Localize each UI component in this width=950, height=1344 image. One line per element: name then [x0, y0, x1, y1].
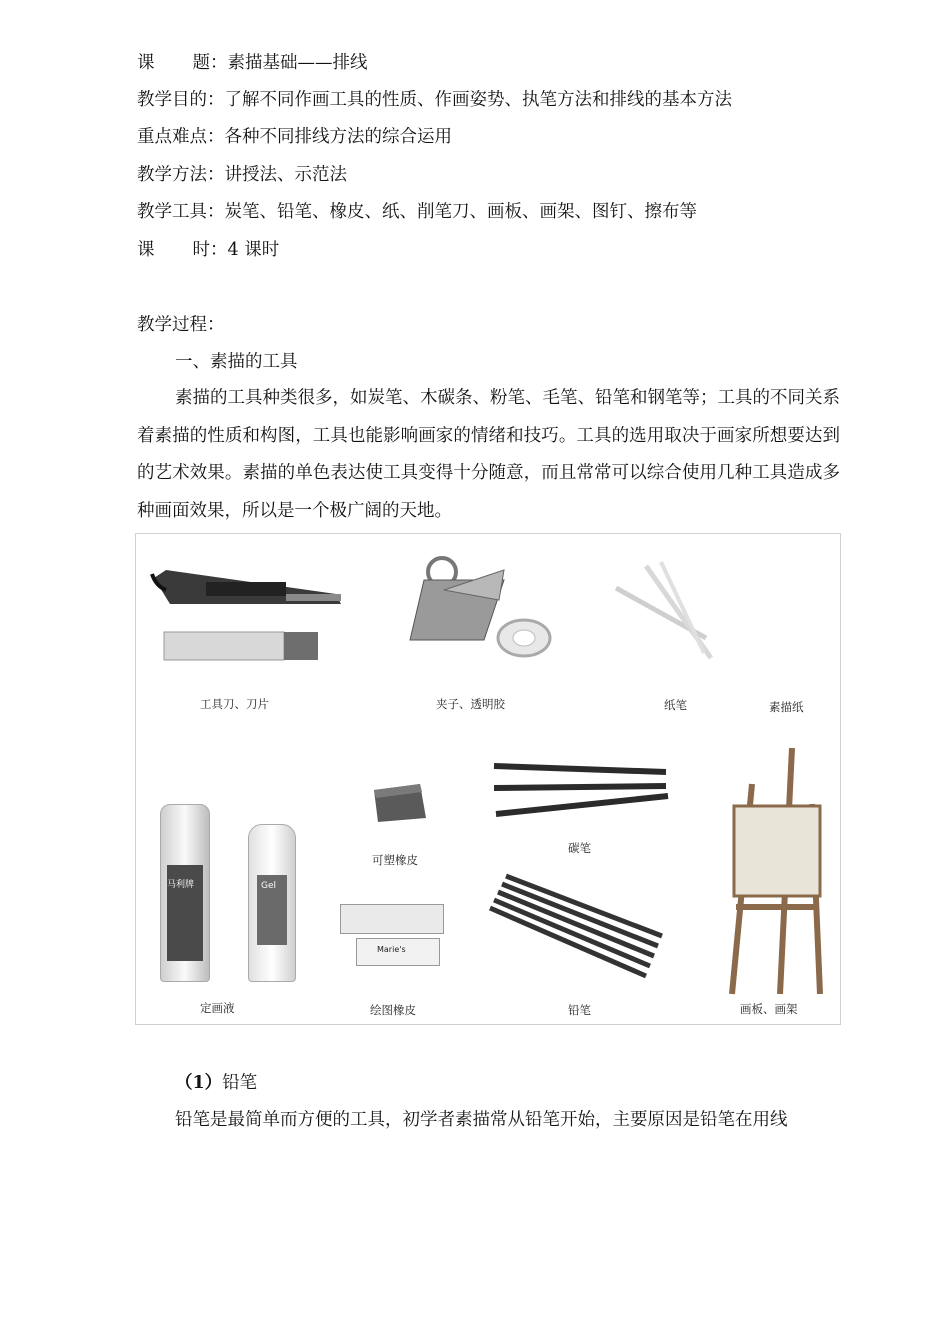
- fixative-can-image: [160, 804, 210, 982]
- hours-label-colon: 时：: [192, 240, 228, 260]
- utility-knife-image: [146, 564, 346, 664]
- kneaded-eraser-image: [370, 780, 430, 826]
- caption-sketch-paper: 素描纸: [769, 700, 804, 714]
- charcoal-image: [488, 756, 678, 826]
- caption-paper-pen: 纸笔: [664, 698, 687, 712]
- caption-clip: 夹子、透明胶: [436, 697, 505, 711]
- topic-value: 素描基础——排线: [227, 53, 368, 73]
- spray-label-text: Gel: [261, 881, 277, 891]
- caption-fixative: 定画液: [200, 1001, 235, 1015]
- process-title: 教学过程：: [137, 315, 225, 335]
- caption-eraser: 绘图橡皮: [370, 1003, 416, 1017]
- goal-line: 教学目的：了解不同作画工具的性质、作画姿势、执笔方法和排线的基本方法: [137, 90, 732, 110]
- subsection-title-text: 铅笔: [222, 1073, 258, 1093]
- hours-label: 课: [137, 240, 155, 260]
- tools-figure: [135, 533, 841, 1025]
- easel-image: [722, 744, 832, 1004]
- caption-knife: 工具刀、刀片: [200, 697, 269, 711]
- fixative-brand: 马利牌: [167, 880, 195, 890]
- method-line: 教学方法：讲授法、示范法: [137, 165, 347, 185]
- subsection-title: [175, 1071, 257, 1095]
- spray-bottle-image: [248, 824, 296, 982]
- caption-easel: 画板、画架: [740, 1002, 798, 1016]
- topic-label: 课: [137, 53, 155, 73]
- eraser-box-image: [340, 904, 444, 934]
- topic-line: [137, 51, 368, 75]
- topic-label-colon: 题：: [192, 53, 228, 73]
- eraser-brand: Marie's: [377, 945, 406, 954]
- hours-line: [137, 238, 279, 262]
- tools-paragraph: 素描的工具种类很多，如炭笔、木碳条、粉笔、毛笔、铅笔和钢笔等；工具的不同关系着素描的性质和构图，工具也能影响画家的情绪和技巧。工具的选用取决于画家所想要达到的艺术效果。素描的单色表达使工具变得十分随意，而且常常可以综合使用几种工具造成多种画面效果，所以是一个极广阔的天地。: [137, 388, 840, 521]
- key-points-line: 重点难点：各种不同排线方法的综合运用: [137, 127, 452, 147]
- paper-pen-image: [606, 558, 726, 668]
- section-heading: 一、素描的工具: [175, 352, 298, 372]
- caption-pencil: 铅笔: [568, 1003, 591, 1017]
- caption-kneaded-eraser: 可塑橡皮: [372, 853, 418, 867]
- tools-line: 教学工具：炭笔、铅笔、橡皮、纸、削笔刀、画板、画架、图钉、擦布等: [137, 202, 697, 222]
- caption-charcoal: 碳笔: [568, 841, 591, 855]
- eraser-image: [356, 938, 440, 966]
- pencils-image: [486, 870, 666, 990]
- pencil-paragraph: 铅笔是最简单而方便的工具，初学者素描常从铅笔开始，主要原因是铅笔在用线: [175, 1110, 788, 1130]
- hours-value: 4 课时: [227, 240, 280, 260]
- clip-tape-image: [404, 550, 564, 670]
- subsection-number: （1）: [175, 1073, 223, 1093]
